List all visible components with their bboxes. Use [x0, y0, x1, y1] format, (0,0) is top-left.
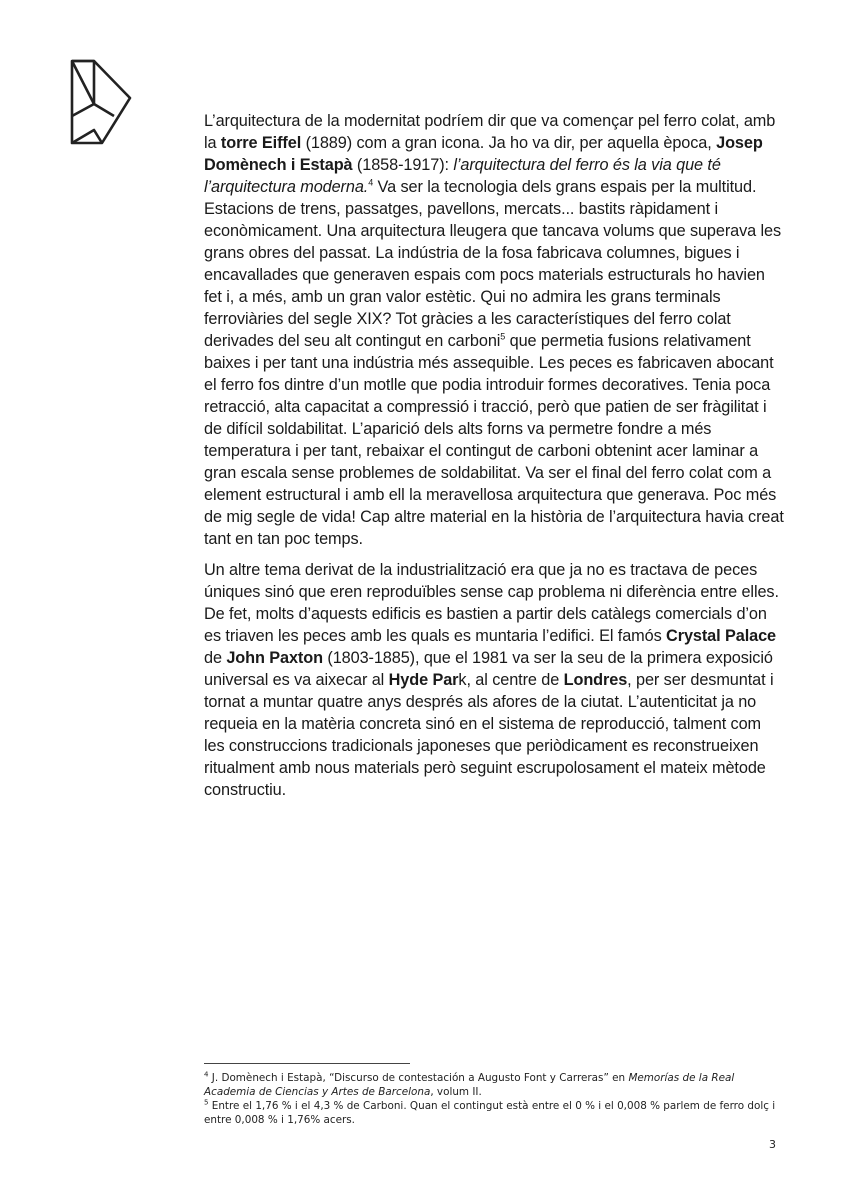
- text-run: Un altre tema derivat de la industrialització era que ja no es tractava de peces úniques sinó que eren reproduïbles sense cap problema ni diferència entre elles. De fet, molts d’aquests edificis es bastien a partir dels catàlegs comercials d’on es triaven les peces amb les quals es muntaria l’edifici. El famós: [204, 561, 779, 645]
- footnote-5: [204, 1099, 784, 1127]
- geometric-d-logo-icon: [68, 58, 134, 146]
- text-run: que permetia fusions relativament baixes i per tant una indústria més assequible. Les peces es fabricaven abocant el ferro fos dintre d’un motlle que podia introduir formes decoratives. Tenia poca retracció, alta capacitat a compressió i tracció, però que patien de ser fràgilitat i de difícil soldabilitat. L’aparició dels alts forns va permetre fondre a més temperatura i per tant, rebaixar el contingut de carboni obtenint acer laminar a gran escala sense problemes de soldabilitat. Va ser el final del ferro colat com a element estructural i amb ell la meravellosa arquitectura que generava. Poc més de mig segle de vida! Cap altre material en la història de l’arquitectura havia creat tant en tan poc temps.: [204, 332, 784, 548]
- paragraph-1: [204, 110, 784, 550]
- text-run: de: [204, 649, 227, 667]
- footnote-ref-5[interactable]: 5: [500, 331, 506, 342]
- bold-crystal-palace: Crystal Palace: [666, 627, 776, 645]
- footnote-text: Entre el 1,76 % i el 4,3 % de Carboni. Quan el contingut està entre el 0 % i el 0,008 % parlem de ferro dolç i entre 0,008 % i 1,76% acers.: [204, 1100, 776, 1126]
- footnotes: [204, 1071, 784, 1127]
- text-run: k, al centre de: [458, 671, 564, 689]
- text-run: , per ser desmuntat i tornat a muntar quatre anys després als afores de la ciutat. L’autenticitat ja no requeia en la matèria concreta sinó en el sistema de reproducció, talment com les construccions tradicionals japoneses que periòdicament es reconstrueixen ritualment amb nous materials però seguint escrupolosament el mateix mètode constructiu.: [204, 671, 774, 799]
- text-run: (1889) com a gran icona. Ja ho va dir, per aquella època,: [301, 134, 717, 152]
- footnote-text: , volum II.: [430, 1086, 482, 1098]
- bold-londres: Londres: [563, 671, 628, 689]
- footnote-number: 4: [204, 1070, 209, 1079]
- text-run: (1803-1885), que el 1981 va ser la seu de la primera exposició universal es va aixecar al: [204, 649, 773, 689]
- footnote-italic-title: Memorías de la Real Academia de Ciencias y Artes de Barcelona: [204, 1072, 735, 1098]
- text-run: L’arquitectura de la modernitat podríem dir que va començar pel ferro colat, amb la: [204, 112, 776, 152]
- footnote-text: J. Domènech i Estapà, “Discurso de contestación a Augusto Font y Carreras” en: [208, 1072, 629, 1084]
- footnote-number: 5: [204, 1098, 209, 1107]
- text-run: Va ser la tecnologia dels grans espais per la multitud. Estacions de trens, passatges, pavellons, mercats... bastits ràpidament i econòmicament. Una arquitectura lleugera que tancava volums que superava les grans obres del passat. La indústria de la fosa fabricava columnes, bigues i encavallades que generaven espais com pocs materials estructurals ho havien fet i, a més, amb un gran valor estètic. Qui no admira les grans terminals ferroviàries del segle XIX? Tot gràcies a les característiques del ferro colat derivades del seu alt contingut en carboni: [204, 178, 782, 350]
- text-run: (1858-1917):: [352, 156, 454, 174]
- page-number: 3: [769, 1138, 776, 1151]
- bold-domenech: Josep Domènech i Estapà: [204, 134, 763, 174]
- main-text: [204, 110, 784, 810]
- bold-torre-eiffel: torre Eiffel: [220, 134, 302, 152]
- bold-hyde-park: Hyde Par: [388, 671, 459, 689]
- footnote-divider: [204, 1063, 410, 1064]
- italic-quote: l’arquitectura del ferro és la via que té l’arquitectura moderna.: [204, 156, 721, 196]
- bold-john-paxton: John Paxton: [226, 649, 323, 667]
- footnote-4: [204, 1071, 784, 1099]
- footnote-ref-4[interactable]: 4: [368, 177, 374, 188]
- paragraph-2: [204, 559, 784, 801]
